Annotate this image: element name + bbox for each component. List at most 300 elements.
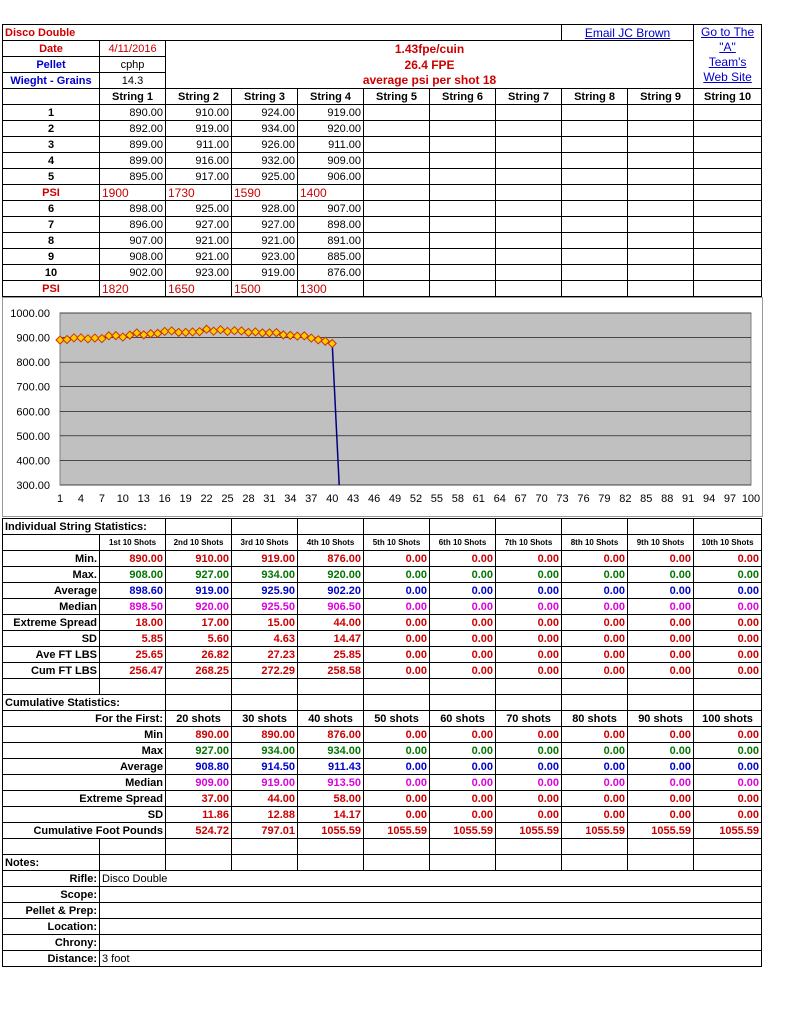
x-tick-label: 88: [661, 493, 674, 505]
cum-stat-value: 934.00: [298, 743, 364, 759]
cum-stat-value: 0.00: [364, 791, 430, 807]
shot-table: [2, 24, 762, 297]
cum-stat-value: 0.00: [694, 791, 762, 807]
x-tick-label: 37: [305, 493, 318, 505]
ind-col-header-row: [3, 535, 762, 551]
stat-value: 0.00: [496, 647, 562, 663]
cum-stat-value: 0.00: [496, 743, 562, 759]
empty-cell: [694, 169, 762, 185]
empty-cell: [496, 217, 562, 233]
fpe-total: 26.4 FPE: [404, 58, 455, 72]
stat-value: 0.00: [628, 615, 694, 631]
stat-value: 0.00: [430, 631, 496, 647]
empty-cell: [166, 695, 232, 711]
shot-velocity: 885.00: [298, 249, 364, 265]
stat-value: 0.00: [562, 599, 628, 615]
shot-number: 9: [3, 249, 100, 265]
stat-value: 5.85: [100, 631, 166, 647]
ind-col-header: 9th 10 Shots: [628, 535, 694, 551]
cum-stat-value: 0.00: [628, 775, 694, 791]
x-tick-label: 67: [514, 493, 527, 505]
shot-velocity: 892.00: [100, 121, 166, 137]
note-row: [3, 935, 762, 951]
empty-cell: [562, 855, 628, 871]
empty-cell: [364, 249, 430, 265]
empty-cell: [694, 265, 762, 281]
stat-value: 0.00: [628, 631, 694, 647]
empty-cell: [694, 137, 762, 153]
empty-cell: [430, 153, 496, 169]
pellet-value: cphp: [100, 57, 166, 73]
cum-stat-value: 0.00: [562, 807, 628, 823]
empty-cell: [694, 695, 762, 711]
stat-value: 17.00: [166, 615, 232, 631]
stat-value: 0.00: [430, 647, 496, 663]
x-tick-label: 16: [158, 493, 171, 505]
empty-cell: [430, 201, 496, 217]
shot-velocity: 908.00: [100, 249, 166, 265]
shot-velocity: 925.00: [166, 201, 232, 217]
stat-value: 268.25: [166, 663, 232, 679]
shot-velocity: 911.00: [298, 137, 364, 153]
empty-cell: [562, 201, 628, 217]
psi-value: 1730: [166, 185, 232, 201]
psi-value: 1900: [100, 185, 166, 201]
stat-value: 0.00: [694, 599, 762, 615]
y-tick-label: 600.00: [16, 406, 50, 419]
shot-velocity: 898.00: [100, 201, 166, 217]
stat-value: 0.00: [562, 631, 628, 647]
empty-cell: [628, 695, 694, 711]
cum-col-header: 70 shots: [496, 711, 562, 727]
ind-stat-row: [3, 583, 762, 599]
empty-cell: [430, 249, 496, 265]
empty-cell: [430, 185, 496, 201]
cum-col-header: 40 shots: [298, 711, 364, 727]
psi-row: [3, 281, 762, 297]
x-tick-label: 100: [741, 493, 761, 505]
stat-value: 0.00: [694, 615, 762, 631]
stat-value: 0.00: [430, 599, 496, 615]
empty-cell: [232, 679, 298, 695]
shot-row: [3, 121, 762, 137]
empty-cell: [562, 137, 628, 153]
empty-cell: [562, 169, 628, 185]
cum-col-header: 80 shots: [562, 711, 628, 727]
shot-velocity: 932.00: [232, 153, 298, 169]
plot-area: [60, 313, 751, 485]
corner-cell: [3, 89, 100, 105]
date-value: 4/11/2016: [100, 41, 166, 57]
y-tick-label: 700.00: [16, 381, 50, 394]
empty-cell: [364, 201, 430, 217]
cum-foot-value: 1055.59: [628, 823, 694, 839]
for-first-label: For the First:: [3, 711, 166, 727]
note-row: [3, 903, 762, 919]
stat-value: 908.00: [100, 567, 166, 583]
empty-cell: [496, 519, 562, 535]
psi-value: 1300: [298, 281, 364, 297]
stat-value: 925.90: [232, 583, 298, 599]
ind-title-row: [3, 519, 762, 535]
empty-cell: [430, 679, 496, 695]
x-tick-label: 7: [98, 493, 105, 505]
empty-cell: [298, 679, 364, 695]
empty-cell: [562, 153, 628, 169]
cum-stat-value: 0.00: [496, 759, 562, 775]
empty-cell: [562, 281, 628, 297]
cum-foot-value: 524.72: [166, 823, 232, 839]
note-label: Pellet & Prep:: [3, 903, 100, 919]
date-label: Date: [3, 41, 100, 57]
notes-body: [3, 855, 762, 967]
stat-value: 0.00: [562, 567, 628, 583]
empty-cell: [628, 185, 694, 201]
x-tick-label: 31: [263, 493, 276, 505]
cum-stat-label: Average: [3, 759, 166, 775]
cum-stats-title: Cumulative Statistics:: [3, 695, 166, 711]
empty-cell: [628, 249, 694, 265]
empty-cell: [694, 679, 762, 695]
stat-value: 0.00: [496, 599, 562, 615]
ind-col-header: 10th 10 Shots: [694, 535, 762, 551]
shot-velocity: 891.00: [298, 233, 364, 249]
empty-cell: [430, 839, 496, 855]
shot-row: [3, 265, 762, 281]
empty-cell: [496, 855, 562, 871]
cum-col-header: 100 shots: [694, 711, 762, 727]
team-link-line-2[interactable]: "A": [719, 40, 736, 54]
individual-stats-table: [2, 518, 762, 695]
psi-label: PSI: [3, 185, 100, 201]
empty-cell: [232, 839, 298, 855]
cum-stat-value: 913.50: [298, 775, 364, 791]
empty-cell: [562, 233, 628, 249]
empty-cell: [562, 121, 628, 137]
x-tick-label: 82: [619, 493, 632, 505]
stat-value: 26.82: [166, 647, 232, 663]
cum-stat-label: Max: [3, 743, 166, 759]
shot-number: 10: [3, 265, 100, 281]
empty-cell: [430, 217, 496, 233]
empty-cell: [232, 855, 298, 871]
stat-value: 0.00: [430, 567, 496, 583]
empty-cell: [694, 105, 762, 121]
empty-cell: [430, 265, 496, 281]
cum-stat-label: Min: [3, 727, 166, 743]
stat-value: 27.23: [232, 647, 298, 663]
stat-value: 876.00: [298, 551, 364, 567]
shot-row: [3, 233, 762, 249]
x-tick-label: 58: [451, 493, 464, 505]
stat-value: 0.00: [430, 615, 496, 631]
shot-velocity: 907.00: [100, 233, 166, 249]
shot-number: 6: [3, 201, 100, 217]
cum-stat-value: 58.00: [298, 791, 364, 807]
empty-cell: [562, 105, 628, 121]
empty-cell: [430, 105, 496, 121]
team-link-line-3[interactable]: Team's: [708, 55, 747, 69]
cum-col-header: 50 shots: [364, 711, 430, 727]
stat-value: 0.00: [496, 631, 562, 647]
empty-cell: [166, 855, 232, 871]
shot-velocity: 902.00: [100, 265, 166, 281]
shot-row: [3, 153, 762, 169]
x-tick-label: 10: [116, 493, 129, 505]
shot-velocity: 919.00: [232, 265, 298, 281]
shot-velocity: 907.00: [298, 201, 364, 217]
shot-velocity: 876.00: [298, 265, 364, 281]
empty-cell: [496, 695, 562, 711]
empty-cell: [100, 839, 166, 855]
shot-number: 3: [3, 137, 100, 153]
cum-stat-value: 12.88: [232, 807, 298, 823]
cum-stat-value: 0.00: [364, 743, 430, 759]
empty-cell: [364, 105, 430, 121]
cum-stat-value: 0.00: [430, 727, 496, 743]
ind-stat-row: [3, 647, 762, 663]
cum-stat-value: 890.00: [166, 727, 232, 743]
stat-value: 0.00: [430, 583, 496, 599]
empty-cell: [628, 169, 694, 185]
empty-cell: [364, 281, 430, 297]
y-tick-label: 800.00: [16, 357, 50, 370]
empty-cell: [166, 679, 232, 695]
psi-label: PSI: [3, 281, 100, 297]
cum-col-header: 60 shots: [430, 711, 496, 727]
team-link-line-4[interactable]: Web Site: [703, 70, 752, 84]
shot-velocity: 923.00: [232, 249, 298, 265]
string-header-row: [3, 89, 762, 105]
shot-number: 8: [3, 233, 100, 249]
empty-cell: [364, 233, 430, 249]
note-row: [3, 887, 762, 903]
empty-cell: [364, 153, 430, 169]
note-row: [3, 951, 762, 967]
stat-value: 0.00: [694, 583, 762, 599]
cum-stat-value: 0.00: [628, 743, 694, 759]
team-link-cell[interactable]: [694, 25, 762, 89]
shot-velocity: 926.00: [232, 137, 298, 153]
cum-foot-row: [3, 823, 762, 839]
empty-cell: [166, 839, 232, 855]
ind-col-header: 7th 10 Shots: [496, 535, 562, 551]
empty-cell: [496, 201, 562, 217]
cum-stat-value: 0.00: [496, 807, 562, 823]
empty-cell: [562, 695, 628, 711]
x-tick-label: 52: [409, 493, 423, 505]
stat-value: 5.60: [166, 631, 232, 647]
empty-cell: [562, 265, 628, 281]
cum-stat-value: 0.00: [628, 727, 694, 743]
email-link[interactable]: Email JC Brown: [562, 25, 694, 41]
y-tick-label: 500.00: [16, 430, 50, 443]
cum-title-row: [3, 695, 762, 711]
stat-value: 919.00: [166, 583, 232, 599]
empty-cell: [694, 839, 762, 855]
cum-stat-value: 0.00: [430, 791, 496, 807]
shot-velocity: 909.00: [298, 153, 364, 169]
shot-velocity: 925.00: [232, 169, 298, 185]
x-tick-label: 34: [284, 493, 297, 505]
empty-cell: [628, 153, 694, 169]
cum-stat-label: Median: [3, 775, 166, 791]
ind-stat-row: [3, 567, 762, 583]
x-tick-label: 4: [77, 493, 85, 505]
note-value: [100, 887, 762, 903]
cum-stat-row: [3, 775, 762, 791]
stat-label: Max.: [3, 567, 100, 583]
stat-value: 0.00: [562, 647, 628, 663]
shot-velocity: 919.00: [166, 121, 232, 137]
empty-cell: [694, 153, 762, 169]
stat-value: 0.00: [694, 647, 762, 663]
cum-stat-value: 890.00: [232, 727, 298, 743]
shot-velocity: 920.00: [298, 121, 364, 137]
empty-cell: [562, 249, 628, 265]
notes-title: Notes:: [3, 855, 100, 871]
weight-value: 14.3: [100, 73, 166, 89]
empty-cell: [628, 265, 694, 281]
empty-cell: [628, 121, 694, 137]
shot-velocity: 895.00: [100, 169, 166, 185]
stat-value: 906.50: [298, 599, 364, 615]
cum-stat-label: Extreme Spread: [3, 791, 166, 807]
cum-stat-value: 934.00: [232, 743, 298, 759]
ind-col-header: 4th 10 Shots: [298, 535, 364, 551]
stat-value: 0.00: [694, 663, 762, 679]
cum-stat-value: 927.00: [166, 743, 232, 759]
velocity-chart-svg: [3, 298, 762, 516]
empty-cell: [364, 121, 430, 137]
stat-label: Average: [3, 583, 100, 599]
note-label: Location:: [3, 919, 100, 935]
empty-cell: [628, 201, 694, 217]
avg-psi-per-shot: average psi per shot 18: [362, 73, 497, 87]
stat-label: Ave FT LBS: [3, 647, 100, 663]
stat-value: 0.00: [430, 663, 496, 679]
note-value: 3 foot: [100, 951, 762, 967]
note-label: Scope:: [3, 887, 100, 903]
empty-cell: [430, 519, 496, 535]
empty-cell: [562, 217, 628, 233]
ind-col-header: 1st 10 Shots: [100, 535, 166, 551]
cum-stat-value: 0.00: [364, 727, 430, 743]
stat-value: 0.00: [496, 615, 562, 631]
x-tick-label: 25: [221, 493, 234, 505]
stat-label: Median: [3, 599, 100, 615]
stat-value: 0.00: [562, 583, 628, 599]
x-tick-label: 64: [493, 493, 506, 505]
shot-row: [3, 217, 762, 233]
psi-value: 1650: [166, 281, 232, 297]
empty-cell: [298, 695, 364, 711]
x-tick-label: 70: [535, 493, 548, 505]
velocity-chart: [2, 297, 763, 517]
empty-cell: [430, 137, 496, 153]
stat-value: 0.00: [694, 567, 762, 583]
stat-value: 25.85: [298, 647, 364, 663]
stat-value: 0.00: [562, 551, 628, 567]
stat-value: 0.00: [364, 663, 430, 679]
cum-stat-value: 0.00: [628, 791, 694, 807]
string-header: String 4: [298, 89, 364, 105]
cum-stat-label: SD: [3, 807, 166, 823]
stat-label: Cum FT LBS: [3, 663, 100, 679]
stat-value: 0.00: [364, 567, 430, 583]
cum-stat-value: 37.00: [166, 791, 232, 807]
pellet-label: Pellet: [3, 57, 100, 73]
stat-value: 0.00: [496, 583, 562, 599]
empty-cell: [430, 233, 496, 249]
x-tick-label: 76: [577, 493, 590, 505]
empty-cell: [430, 169, 496, 185]
cum-foot-value: 1055.59: [298, 823, 364, 839]
x-tick-label: 40: [326, 493, 339, 505]
cum-stat-value: 914.50: [232, 759, 298, 775]
empty-cell: [364, 839, 430, 855]
cum-foot-value: 1055.59: [562, 823, 628, 839]
cum-stat-value: 0.00: [694, 743, 762, 759]
stat-value: 0.00: [364, 599, 430, 615]
cum-col-header: 90 shots: [628, 711, 694, 727]
cum-stat-value: 0.00: [430, 743, 496, 759]
stat-label: Min.: [3, 551, 100, 567]
stat-value: 4.63: [232, 631, 298, 647]
y-tick-label: 300.00: [16, 480, 50, 492]
empty-cell: [496, 169, 562, 185]
stat-label: Extreme Spread: [3, 615, 100, 631]
x-tick-label: 49: [388, 493, 402, 505]
empty-cell: [562, 839, 628, 855]
note-row: [3, 919, 762, 935]
stat-value: 0.00: [364, 647, 430, 663]
empty-cell: [430, 695, 496, 711]
x-tick-label: 94: [702, 493, 716, 505]
cum-stat-value: 0.00: [364, 807, 430, 823]
stat-value: 0.00: [694, 551, 762, 567]
empty-cell: [100, 679, 166, 695]
shot-row: [3, 105, 762, 121]
cum-stat-value: 0.00: [628, 759, 694, 775]
x-tick-label: 97: [723, 493, 737, 505]
note-value: [100, 919, 762, 935]
empty-cell: [364, 679, 430, 695]
stat-value: 898.50: [100, 599, 166, 615]
ind-stat-row: [3, 615, 762, 631]
shot-velocity: 899.00: [100, 137, 166, 153]
x-tick-label: 79: [598, 493, 611, 505]
stat-value: 902.20: [298, 583, 364, 599]
fpe-cuin: 1.43fpe/cuin: [394, 42, 465, 56]
string-header: String 5: [364, 89, 430, 105]
cum-foot-value: 1055.59: [496, 823, 562, 839]
stat-value: 14.47: [298, 631, 364, 647]
team-link-line-1[interactable]: Go to The: [700, 25, 755, 39]
shot-velocity: 899.00: [100, 153, 166, 169]
spacer-row: [3, 839, 762, 855]
empty-cell: [364, 855, 430, 871]
cum-stat-value: 908.80: [166, 759, 232, 775]
cum-stat-value: 0.00: [496, 791, 562, 807]
stat-value: 919.00: [232, 551, 298, 567]
empty-cell: [628, 855, 694, 871]
stat-value: 0.00: [628, 583, 694, 599]
ind-stat-row: [3, 551, 762, 567]
cum-stat-row: [3, 727, 762, 743]
psi-value: 1400: [298, 185, 364, 201]
empty-cell: [694, 185, 762, 201]
